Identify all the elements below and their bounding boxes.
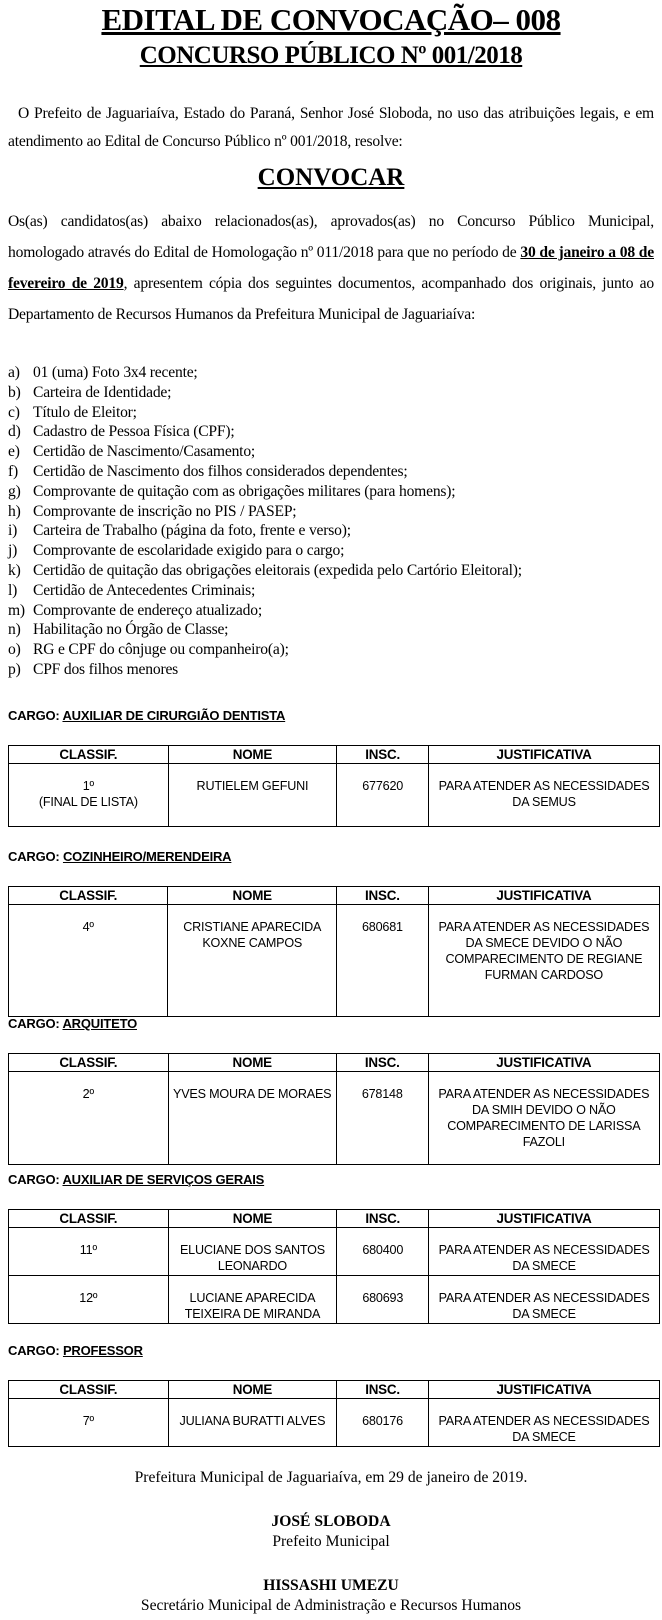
column-header-classif: CLASSIF. <box>9 746 169 764</box>
nome-cell: YVES MOURA DE MORAES <box>168 1072 336 1165</box>
nome-cell: RUTIELEM GEFUNI <box>168 764 337 827</box>
document-title: EDITAL DE CONVOCAÇÃO– 008 <box>101 2 561 37</box>
column-header-nome: NOME <box>168 1381 336 1399</box>
column-header-insc: INSC. <box>337 746 429 764</box>
signer-role: Secretário Municipal de Administração e Recursos Humanos <box>140 1597 522 1614</box>
column-header-nome: NOME <box>168 887 337 905</box>
column-header-nome: NOME <box>168 746 337 764</box>
list-item: o) RG e CPF do cônjuge ou companheiro(a); <box>8 641 289 659</box>
nome-cell: LUCIANE APARECIDA TEIXEIRA DE MIRANDA <box>168 1276 337 1324</box>
intro-paragraph <box>8 100 654 156</box>
cargo-heading: CARGO: PROFESSOR <box>8 1343 143 1358</box>
insc-cell: 680400 <box>337 1228 429 1276</box>
cargo-heading: CARGO: AUXILIAR DE CIRURGIÃO DENTISTA <box>8 708 286 723</box>
cargo-name: AUXILIAR DE CIRURGIÃO DENTISTA <box>62 708 286 723</box>
signer-role: Prefeito Municipal <box>272 1533 390 1550</box>
table-row <box>9 1072 660 1165</box>
cargo-table <box>8 1380 660 1447</box>
column-header-nome: NOME <box>168 1054 336 1072</box>
table-row <box>9 1399 660 1447</box>
justificativa-cell: PARA ATENDER AS NECESSIDADES DA SMECE <box>429 1228 660 1276</box>
column-header-nome: NOME <box>168 1210 337 1228</box>
list-item: a) 01 (uma) Foto 3x4 recente; <box>8 364 198 381</box>
period-highlight: 30 de janeiro a 08 de fevereiro de 2019 <box>8 244 654 292</box>
cargo-heading: CARGO: COZINHEIRO/MERENDEIRA <box>8 849 232 864</box>
list-item: i) Carteira de Trabalho (página da foto, frente e verso); <box>8 522 351 540</box>
column-header-justificativa: JUSTIFICATIVA <box>429 1210 660 1228</box>
list-item: e) Certidão de Nascimento/Casamento; <box>8 443 256 461</box>
list-item: l) Certidão de Antecedentes Criminais; <box>8 581 256 599</box>
classif-cell: 2º <box>9 1072 169 1165</box>
document-subtitle: CONCURSO PÚBLICO Nº 001/2018 <box>139 42 523 69</box>
classif-cell: 12º <box>9 1276 169 1324</box>
classif-cell: 11º <box>9 1228 169 1276</box>
cargo-table <box>8 1053 660 1165</box>
column-header-insc: INSC. <box>336 1054 428 1072</box>
cargo-table <box>8 1209 660 1324</box>
column-header-classif: CLASSIF. <box>9 1210 169 1228</box>
column-header-justificativa: JUSTIFICATIVA <box>429 746 660 764</box>
classif-cell: 7º <box>9 1399 169 1447</box>
column-header-classif: CLASSIF. <box>9 1381 169 1399</box>
table-row <box>9 1228 660 1276</box>
body-part1: Os(as) candidatos(as) abaixo relacionados(as), aprovados(as) no Concurso Público Municipal, homologado através do Edital de Homologação nº 011/2018 para que no período de <box>8 213 654 261</box>
nome-cell: CRISTIANE APARECIDA KOXNE CAMPOS <box>168 905 337 1017</box>
insc-cell: 677620 <box>337 764 429 827</box>
column-header-justificativa: JUSTIFICATIVA <box>428 1054 659 1072</box>
cargo-table <box>8 745 660 827</box>
cargo-name: AUXILIAR DE SERVIÇOS GERAIS <box>62 1172 265 1187</box>
cargo-table <box>8 886 660 1017</box>
classif-note: (FINAL DE LISTA) <box>38 795 138 809</box>
justificativa-cell: PARA ATENDER AS NECESSIDADES DA SMECE <box>429 1399 660 1447</box>
documents-list <box>8 363 654 680</box>
insc-cell: 680176 <box>337 1399 429 1447</box>
cargo-heading: CARGO: AUXILIAR DE SERVIÇOS GERAIS <box>8 1172 265 1187</box>
list-item: c) Título de Eleitor; <box>8 403 137 421</box>
justificativa-cell: PARA ATENDER AS NECESSIDADES DA SMECE <box>429 1276 660 1324</box>
column-header-justificativa: JUSTIFICATIVA <box>429 1381 660 1399</box>
column-header-classif: CLASSIF. <box>9 1054 169 1072</box>
classif-cell: 4º <box>9 905 168 1017</box>
place-date: Prefeitura Municipal de Jaguariaíva, em 29 de janeiro de 2019. <box>134 1469 528 1486</box>
list-item: f) Certidão de Nascimento dos filhos considerados dependentes; <box>8 462 408 480</box>
justificativa-cell: PARA ATENDER AS NECESSIDADES DA SEMUS <box>429 764 660 827</box>
table-row <box>9 1276 660 1324</box>
convocar-heading: CONVOCAR <box>257 164 405 191</box>
table-row <box>9 764 660 827</box>
list-item: b) Carteira de Identidade; <box>8 383 172 401</box>
classif-cell: 1º (FINAL DE LISTA) <box>9 764 169 827</box>
table-row <box>9 905 660 1017</box>
signer-name: HISSASHI UMEZU <box>263 1577 399 1594</box>
insc-cell: 680693 <box>337 1276 429 1324</box>
justificativa-cell: PARA ATENDER AS NECESSIDADES DA SMIH DEVIDO O NÃO COMPARECIMENTO DE LARISSA FAZOLI <box>428 1072 659 1165</box>
nome-cell: JULIANA BURATTI ALVES <box>168 1399 336 1447</box>
body-paragraph <box>8 206 654 330</box>
cargo-name: COZINHEIRO/MERENDEIRA <box>62 849 232 864</box>
list-item: n) Habilitação no Órgão de Classe; <box>8 621 229 639</box>
list-item: g) Comprovante de quitação com as obrigações militares (para homens); <box>8 482 456 500</box>
list-item: p) CPF dos filhos menores <box>8 660 179 678</box>
list-item: h) Comprovante de inscrição no PIS / PASEP; <box>8 502 297 520</box>
nome-cell: ELUCIANE DOS SANTOS LEONARDO <box>168 1228 337 1276</box>
insc-cell: 680681 <box>337 905 429 1017</box>
list-item: j) Comprovante de escolaridade exigido para o cargo; <box>8 542 345 560</box>
column-header-insc: INSC. <box>337 1381 429 1399</box>
signer-name: JOSÉ SLOBODA <box>271 1513 391 1530</box>
list-item: m) Comprovante de endereço atualizado; <box>8 601 262 619</box>
column-header-justificativa: JUSTIFICATIVA <box>428 887 659 905</box>
cargo-name: PROFESSOR <box>62 1343 143 1358</box>
insc-cell: 678148 <box>336 1072 428 1165</box>
cargo-heading: CARGO: ARQUITETO <box>8 1016 137 1031</box>
list-item: k) Certidão de quitação das obrigações eleitorais (expedida pelo Cartório Eleitoral); <box>8 561 522 579</box>
column-header-classif: CLASSIF. <box>9 887 168 905</box>
column-header-insc: INSC. <box>337 887 429 905</box>
body-part2: , apresentem cópia dos seguintes documentos, acompanhado dos originais, junto ao Departamento de Recursos Humanos da Prefeitura Municipal de Jaguariaíva: <box>8 275 655 323</box>
list-item: d) Cadastro de Pessoa Física (CPF); <box>8 423 235 441</box>
intro-text: O Prefeito de Jaguariaíva, Estado do Paraná, Senhor José Sloboda, no uso das atribuições legais, e em atendimento ao Edital de Concurso Público nº 001/2018, resolve: <box>8 105 654 150</box>
justificativa-cell: PARA ATENDER AS NECESSIDADES DA SMECE DEVIDO O NÃO COMPARECIMENTO DE REGIANE FURMAN CARDOSO <box>428 905 659 1017</box>
cargo-name: ARQUITETO <box>62 1016 137 1031</box>
column-header-insc: INSC. <box>337 1210 429 1228</box>
